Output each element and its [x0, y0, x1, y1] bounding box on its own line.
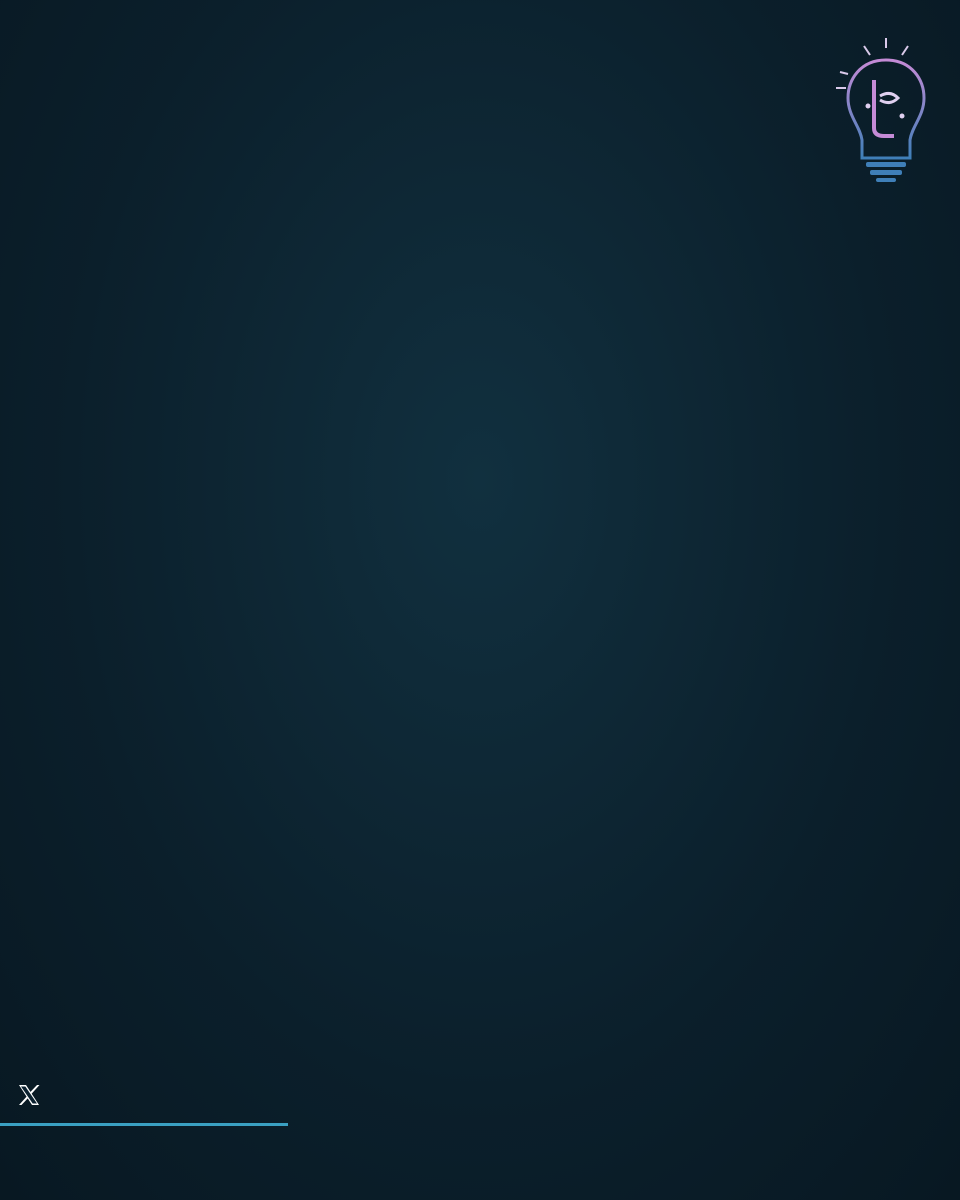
- footer-divider: [0, 1123, 288, 1126]
- x-logo-icon: [16, 1082, 42, 1108]
- footer-brand[interactable]: [16, 1078, 48, 1112]
- section-content: [80, 378, 875, 394]
- lightbulb-icon: [828, 36, 932, 186]
- edhaah-logo: [828, 36, 932, 214]
